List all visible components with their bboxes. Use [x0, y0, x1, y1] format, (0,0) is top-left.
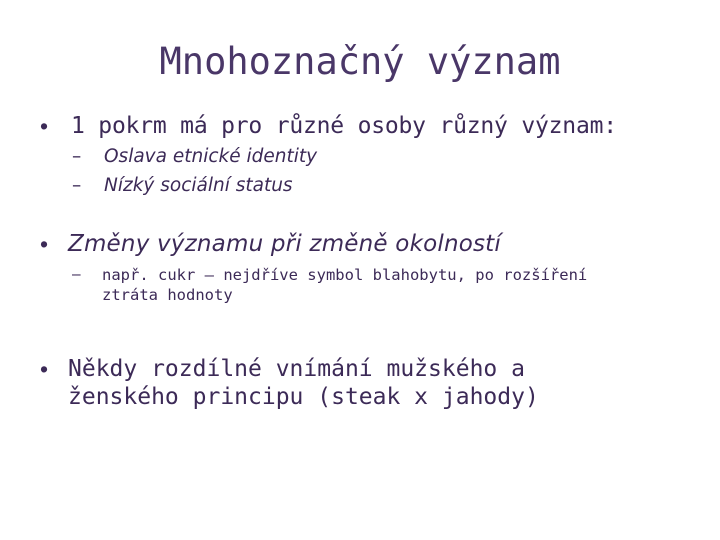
bullet-text: 1 pokrm má pro různé osoby různý význam:	[71, 113, 617, 139]
bullet-text: Někdy rozdílné vnímání mužského a ženského principu (steak x jahody)	[68, 356, 539, 410]
bullet-text: Změny významu při změně okolností	[68, 231, 501, 257]
sub-bullet-text: Oslava etnické identity	[104, 146, 318, 167]
sub-bullet-marker: –	[72, 266, 81, 283]
bullet-marker: •	[40, 113, 49, 139]
slide-title: Mnohoznačný význam	[159, 40, 561, 83]
sub-bullet-2-1	[72, 265, 652, 305]
bullet-marker: •	[40, 231, 49, 257]
bullet-marker: •	[40, 356, 49, 382]
sub-bullet-marker: –	[72, 175, 82, 196]
bullet-3	[40, 355, 600, 411]
sub-bullet-marker: –	[72, 146, 82, 167]
sub-bullet-text: Nízký sociální status	[104, 175, 293, 196]
sub-bullet-text: např. cukr – nejdříve symbol blahobytu, po rozšíření ztráta hodnoty	[102, 266, 588, 304]
